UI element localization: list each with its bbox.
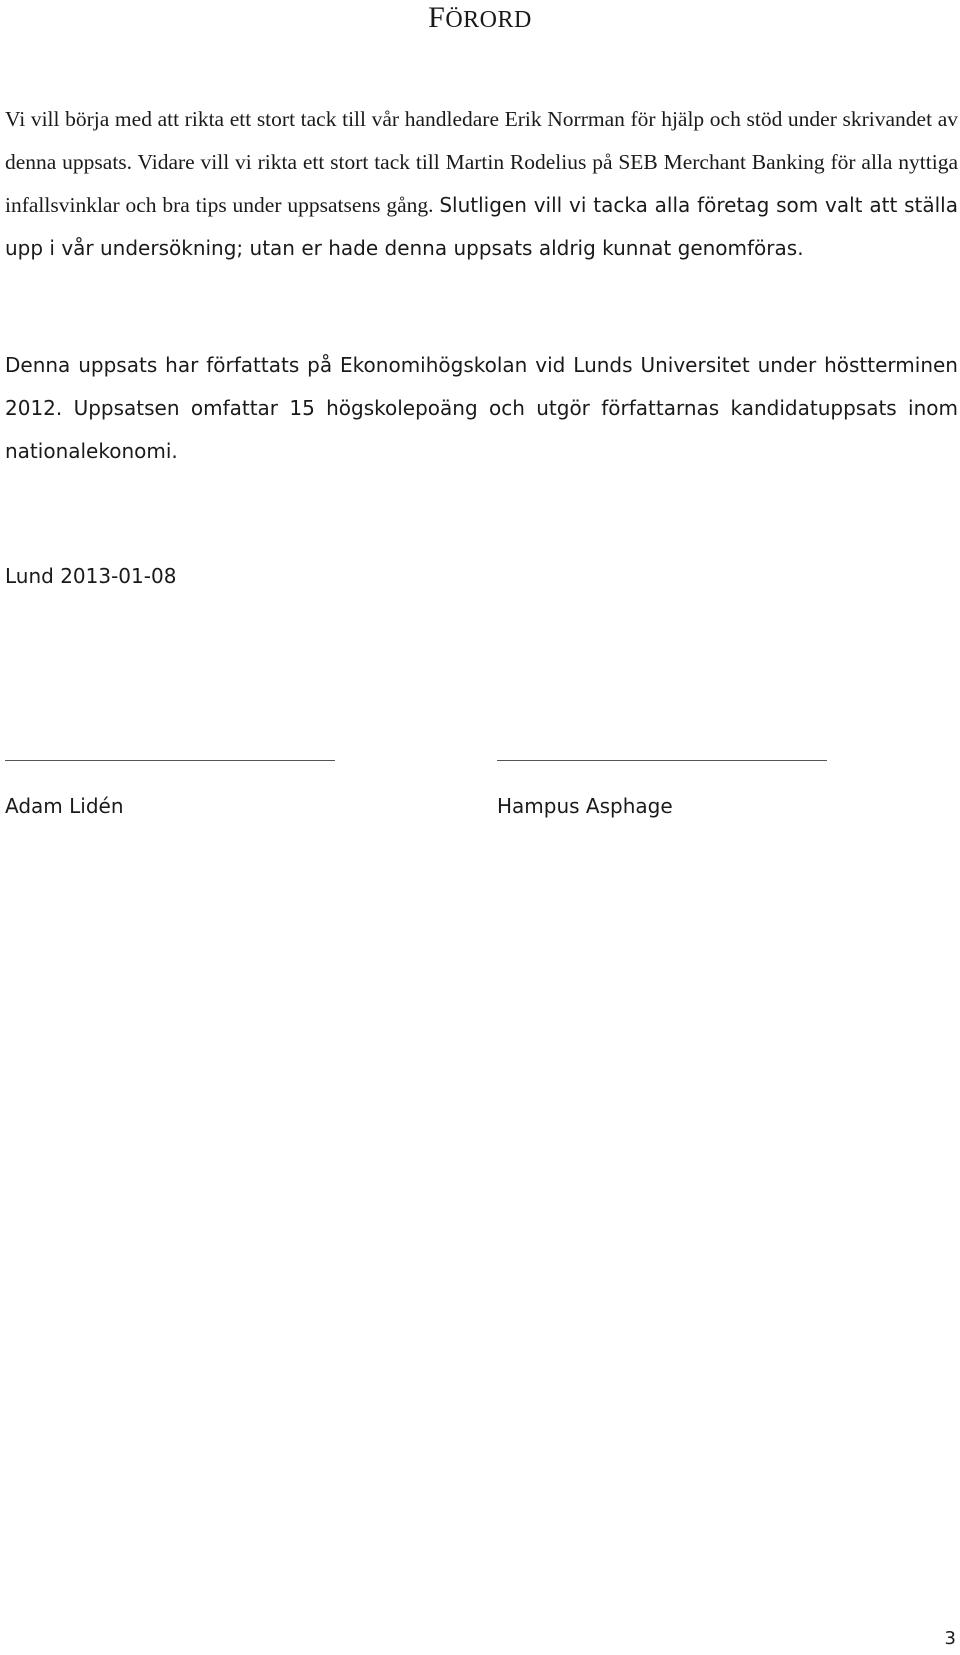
page-number: 3: [944, 1628, 956, 1649]
acknowledgement-text-serif: Vi vill börja med att rikta ett stort tack till vår handledare Erik Norrman för hjälp och stöd under skrivandet av denna uppsats. Vidare vill vi rikta ett stort tack till Martin Rodelius på SEB Merchant Banking för alla nyttiga infallsvinklar och bra tips under uppsatsens gång.: [5, 107, 958, 217]
signature-name-author-1: Adam Lidén: [5, 794, 124, 818]
acknowledgement-text-sans: Slutligen vill vi tacka alla företag som valt att ställa upp i vår undersökning; utan er hade denna uppsats aldrig kunnat genomföras.: [5, 193, 958, 260]
page-title-initial: F: [428, 1, 446, 34]
signature-line: [497, 760, 827, 761]
acknowledgement-paragraph: [5, 98, 958, 270]
signature-line: [5, 760, 335, 761]
page-title: [0, 0, 960, 38]
signature-name-author-2: Hampus Asphage: [497, 794, 673, 818]
place-date: Lund 2013-01-08: [5, 564, 177, 588]
page-title-rest: ÖRORD: [445, 7, 532, 33]
thesis-info-paragraph: Denna uppsats har författats på Ekonomihögskolan vid Lunds Universitet under höstterminen 2012. Uppsatsen omfattar 15 högskolepoäng och utgör författarnas kandidatuppsats inom nationalekonomi.: [5, 353, 958, 463]
